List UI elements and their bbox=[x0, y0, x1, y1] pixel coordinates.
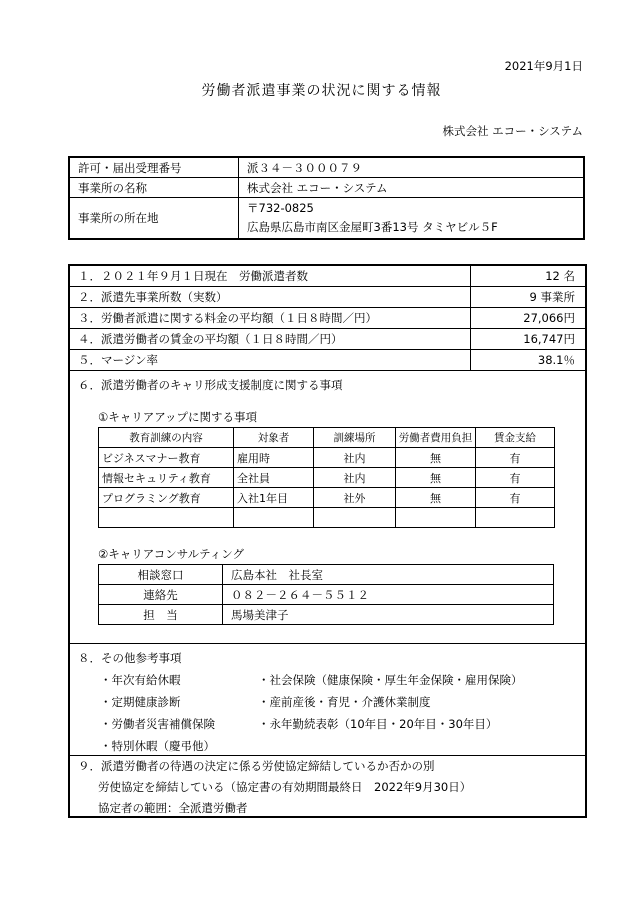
table-row bbox=[70, 350, 585, 371]
office-name-value: 株式会社 エコー・システム bbox=[239, 178, 585, 198]
consult-label: 担 当 bbox=[99, 605, 223, 625]
column-header: 労働者費用負担 bbox=[396, 428, 476, 448]
table-row bbox=[99, 488, 555, 508]
training-location: 社内 bbox=[314, 448, 396, 468]
office-address-value bbox=[239, 198, 585, 240]
table-row bbox=[99, 508, 555, 528]
worker-cost: 無 bbox=[396, 468, 476, 488]
company-name: 株式会社 エコー・システム bbox=[442, 124, 583, 138]
section8-heading: ８．その他参考事項 bbox=[78, 651, 182, 665]
postal-code: 〒732-0825 bbox=[247, 201, 314, 215]
training-location bbox=[314, 508, 396, 528]
consult-label: 連絡先 bbox=[99, 585, 223, 605]
stat-value: 12 名 bbox=[471, 266, 586, 287]
training-target: 雇用時 bbox=[234, 448, 314, 468]
stat-value: 16,747円 bbox=[471, 329, 586, 350]
training-target: 全社員 bbox=[234, 468, 314, 488]
stat-label: ２．派遣先事業所数（実数） bbox=[70, 287, 471, 308]
column-header: 訓練場所 bbox=[314, 428, 396, 448]
reference-item: ・社会保険（健康保険・厚生年金保険・雇用保険） bbox=[258, 673, 523, 687]
section6-heading: ６．派遣労働者のキャリ形成支援制度に関する事項 bbox=[78, 378, 343, 392]
table-row bbox=[99, 468, 555, 488]
career-training-table bbox=[98, 427, 555, 528]
reference-item: ・特別休暇（慶弔他） bbox=[100, 739, 215, 753]
section-divider bbox=[70, 755, 585, 756]
document-date: 2021年9月1日 bbox=[504, 59, 583, 73]
office-name-label: 事業所の名称 bbox=[69, 178, 239, 198]
employment-info-block bbox=[68, 264, 587, 818]
labor-agreement-status: 労使協定を締結している（協定書の有効期間最終日 2022年9月30日） bbox=[98, 780, 472, 794]
license-number-value: 派３４－３０００７９ bbox=[239, 157, 585, 178]
training-content: ビジネスマナー教育 bbox=[99, 448, 234, 468]
reference-item: ・産前産後・育児・介護休業制度 bbox=[258, 695, 431, 709]
wage-payment: 有 bbox=[476, 468, 555, 488]
street-address: 広島県広島市南区金屋町3番13号 タミヤビル５F bbox=[247, 220, 498, 234]
training-location: 社内 bbox=[314, 468, 396, 488]
training-location: 社外 bbox=[314, 488, 396, 508]
table-row bbox=[70, 308, 585, 329]
wage-payment: 有 bbox=[476, 448, 555, 468]
section9-heading: ９．派遣労働者の待遇の決定に係る労使協定締結しているか否かの別 bbox=[78, 759, 435, 773]
stat-label: １．２０２１年９月１日現在 労働派遣者数 bbox=[70, 266, 471, 287]
reference-item: ・労働者災害補償保険 bbox=[100, 717, 215, 731]
consult-label: 相談窓口 bbox=[99, 565, 223, 585]
consult-value: 馬場美津子 bbox=[223, 605, 554, 625]
reference-item: ・年次有給休暇 bbox=[100, 673, 181, 687]
table-row bbox=[69, 157, 584, 178]
worker-cost: 無 bbox=[396, 488, 476, 508]
table-row bbox=[99, 585, 554, 605]
table-header-row bbox=[99, 428, 555, 448]
table-row bbox=[70, 287, 585, 308]
stat-label: ４．派遣労働者の賃金の平均額（１日８時間／円） bbox=[70, 329, 471, 350]
worker-cost bbox=[396, 508, 476, 528]
stat-value: 38.1％ bbox=[471, 350, 586, 371]
stat-label: ５．マージン率 bbox=[70, 350, 471, 371]
reference-item: ・永年勤続表彰（10年目・20年目・30年目） bbox=[258, 717, 498, 731]
wage-payment bbox=[476, 508, 555, 528]
training-content: 情報セキュリティ教育 bbox=[99, 468, 234, 488]
career-consulting-table bbox=[98, 564, 554, 625]
table-row bbox=[70, 329, 585, 350]
document-title: 労働者派遣事業の状況に関する情報 bbox=[201, 83, 442, 99]
table-row bbox=[99, 448, 555, 468]
stat-value: 27,066円 bbox=[471, 308, 586, 329]
training-content: プログラミング教育 bbox=[99, 488, 234, 508]
consult-value: 広島本社 社長室 bbox=[223, 565, 554, 585]
column-header: 賃金支給 bbox=[476, 428, 555, 448]
training-target: 入社1年目 bbox=[234, 488, 314, 508]
wage-payment: 有 bbox=[476, 488, 555, 508]
table-row bbox=[70, 266, 585, 287]
training-content bbox=[99, 508, 234, 528]
training-target bbox=[234, 508, 314, 528]
license-info-table bbox=[68, 156, 585, 240]
stats-table bbox=[70, 266, 585, 371]
career-consulting-title: ②キャリアコンサルティング bbox=[98, 547, 245, 561]
reference-item: ・定期健康診断 bbox=[100, 695, 181, 709]
license-number-label: 許可・届出受理番号 bbox=[69, 157, 239, 178]
agreement-scope: 協定者の範囲：全派遣労働者 bbox=[98, 801, 248, 815]
column-header: 対象者 bbox=[234, 428, 314, 448]
column-header: 教育訓練の内容 bbox=[99, 428, 234, 448]
career-up-title: ①キャリアアップに関する事項 bbox=[98, 410, 258, 424]
table-row bbox=[69, 178, 584, 198]
consult-value: ０８２－２６４－５５１２ bbox=[223, 585, 554, 605]
worker-cost: 無 bbox=[396, 448, 476, 468]
table-row bbox=[69, 198, 584, 240]
office-address-label: 事業所の所在地 bbox=[69, 198, 239, 240]
table-row bbox=[99, 605, 554, 625]
stat-label: ３．労働者派遣に関する料金の平均額（１日８時間／円） bbox=[70, 308, 471, 329]
table-row bbox=[99, 565, 554, 585]
stat-value: 9 事業所 bbox=[471, 287, 586, 308]
section-divider bbox=[70, 643, 585, 644]
